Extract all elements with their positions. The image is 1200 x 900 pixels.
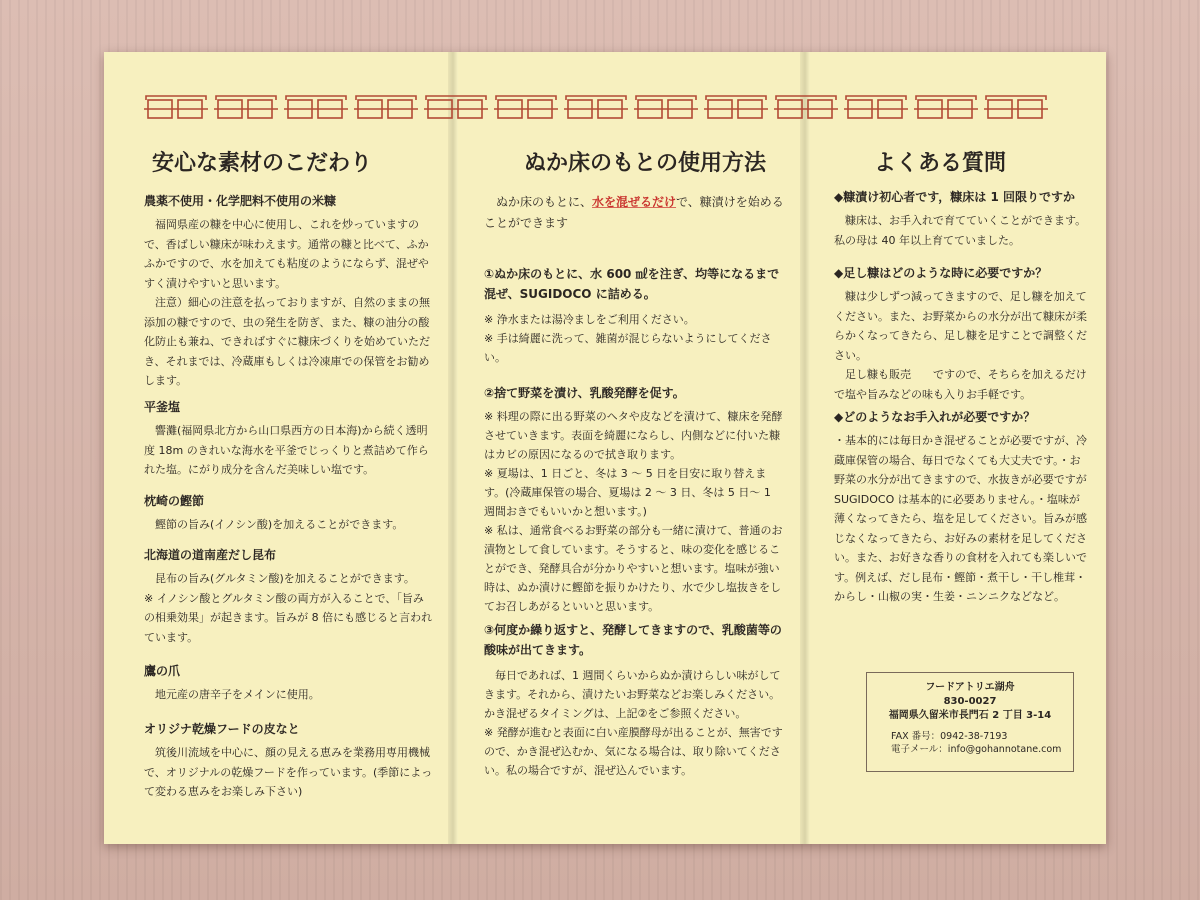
faq-answer: ・基本的には毎日かき混ぜることが必要ですが、冷蔵庫保管の場合、毎日でなくても大丈夫です。・お野菜の水分が出てきますので、水抜きが必要ですが SUGIDOCO は基本的に必要ありません。・塩味が薄くなってきたら、塩を足してください。旨みが感じなくなってきたら、お好みの素材を足してください。また、お好きな香りの食材を入れても楽しいです。例えば、だし昆布・鰹節・煮干し・干し椎茸・からし・山椒の実・生姜・ニンニクなどなど。 bbox=[834, 434, 1087, 603]
step-3 bbox=[484, 620, 784, 780]
usage-intro bbox=[484, 192, 784, 234]
section-chili bbox=[144, 662, 434, 705]
step-note: ※ 料理の際に出る野菜のヘタや皮などを漬けて、糠床を発酵させていきます。表面を綺麗にならし、内側などに付いた糠はカビの原因になるので拭き取ります。 bbox=[484, 410, 783, 461]
step-text: 毎日であれば、1 週間くらいからぬか漬けらしい味がしてきます。それから、漬けたいお野菜などお楽しみください。かき混ぜるタイミングは、上記②をご参照ください。 bbox=[484, 669, 781, 720]
faq-item bbox=[834, 264, 1089, 404]
section-heading: 北海道の道南産だし昆布 bbox=[144, 548, 277, 562]
step-note: ※ 手は綺麗に洗って、雑菌が混じらないようにしてください。 bbox=[484, 332, 772, 364]
shop-name: フードアトリエ湖舟 bbox=[925, 682, 1015, 693]
section-text: 鰹節の旨み(イノシン酸)を加えることができます。 bbox=[155, 518, 404, 531]
step-note: ※ 浄水または湯冷ましをご利用ください。 bbox=[484, 313, 695, 326]
section-heading: 枕崎の鰹節 bbox=[144, 494, 205, 508]
faq-item bbox=[834, 408, 1089, 607]
section-note: ※ イノシン酸とグルタミン酸の両方が入ることで、「旨みの相乗効果」が起きます。旨みが 8 倍にも感じると言われています。 bbox=[144, 591, 433, 644]
faq-answer: 足し糠も販売 ですので、そちらを加えるだけで塩や旨みなどの味も入りお手軽です。 bbox=[834, 368, 1087, 401]
faq-question: ◆足し糠はどのような時に必要ですか？ bbox=[834, 266, 1048, 280]
section-kombu bbox=[144, 546, 434, 647]
faq-question: ◆どのようなお手入れが必要ですか？ bbox=[834, 410, 1036, 424]
postal-code: 830-0027 bbox=[943, 696, 997, 707]
panel-title: 安心な素材のこだわり bbox=[152, 151, 373, 176]
step-2 bbox=[484, 384, 784, 616]
section-dried-food bbox=[144, 720, 434, 802]
section-heading: 農薬不使用・化学肥料不使用の米糠 bbox=[144, 194, 337, 208]
fold-line bbox=[448, 52, 458, 844]
email-address: 電子メール：info@gohannotane.com bbox=[891, 743, 1062, 755]
section-heading: 平釜塩 bbox=[144, 400, 181, 414]
panel-title: ぬか床のもとの使用方法 bbox=[524, 151, 767, 176]
intro-part: で、糠漬けを始めることができます bbox=[484, 195, 784, 230]
step-heading: ③何度か繰り返すと、発酵してきますので、乳酸菌等の酸味が出てきます。 bbox=[484, 623, 782, 657]
faq-answer: 糠は少しずつ減ってきますので、足し糠を加えてください。また、お野菜からの水分が出て糠床が柔らかくなってきたら、足し糠を足すことで調整ください。 bbox=[834, 290, 1087, 362]
panel-title: よくある質問 bbox=[874, 151, 1007, 176]
step-note: ※ 発酵が進むと表面に白い産膜酵母が出ることが、無害ですので、かき混ぜ込むか、気になる場合は、取り除いてください。私の場合ですが、混ぜ込んでいます。 bbox=[484, 726, 783, 777]
step-heading: ①ぬか床のもとに、水 600 ㎖を注ぎ、均等になるまで混ぜ、SUGIDOCO に詰める。 bbox=[484, 267, 780, 301]
intro-text bbox=[484, 192, 784, 234]
section-salt bbox=[144, 398, 434, 480]
section-bonito bbox=[144, 492, 434, 535]
section-text: 響灘(福岡県北方から山口県西方の日本海)から続く透明度 18m のきれいな海水を平釜でじっくりと煮詰めて作られた塩。にがり成分を含んだ美味しい塩です。 bbox=[144, 424, 429, 476]
intro-part: ぬか床のもとに、 bbox=[496, 195, 593, 209]
section-rice-bran bbox=[144, 192, 434, 391]
brochure-page bbox=[104, 52, 1106, 844]
section-text: 地元産の唐辛子をメインに使用。 bbox=[155, 688, 320, 701]
section-text: 筑後川流域を中心に、顔の見える恵みを業務用専用機械で、オリジナルの乾燥フードを作っています。(季節によって変わる恵みをお楽しみ下さい) bbox=[144, 746, 433, 798]
intro-highlight: 水を混ぜるだけ bbox=[592, 195, 677, 209]
faq-answer: 糠床は、お手入れで育てていくことができます。私の母は 40 年以上育てていました。 bbox=[834, 214, 1087, 247]
section-text: 福岡県産の糠を中心に使用し、これを炒っていますので、香ばしい糠床が味わえます。通常の糠と比べて、ふかふかですので、水を加えても粘度のようにならず、混ぜやすく漬けやすいと思います。 bbox=[144, 218, 429, 290]
step-note: ※ 私は、通常食べるお野菜の部分も一緒に漬けて、普通のお漬物として食しています。そうすると、味の変化を感じることができ、発酵具合が分かりやすいと想います。塩味が強い時は、ぬか漬けに鰹節を振りかけたり、水で少し塩抜きをしてお召しあがるといいと思います。 bbox=[484, 524, 783, 613]
step-heading: ②捨て野菜を漬け、乳酸発酵を促す。 bbox=[484, 386, 685, 400]
section-text: 昆布の旨み(グルタミン酸)を加えることができます。 bbox=[155, 572, 415, 585]
contact-box bbox=[866, 672, 1074, 772]
fax-number: FAX 番号：0942-38-7193 bbox=[891, 731, 1008, 742]
faq-question: ◆糠漬け初心者です，糠床は 1 回限りですか bbox=[834, 190, 1075, 204]
fold-line bbox=[800, 52, 810, 844]
faq-item bbox=[834, 188, 1089, 250]
address: 福岡県久留米市長門石 2 丁目 3-14 bbox=[888, 710, 1052, 721]
step-note: ※ 夏場は、1 日ごと、冬は 3 ～ 5 日を目安に取り替えます。(冷蔵庫保管の場合、夏場は 2 ～ 3 日、冬は 5 日～ 1 週間おきでもいいかと想います。) bbox=[484, 467, 771, 518]
section-note: 注意）細心の注意を払っておりますが、自然のままの無添加の糠ですので、虫の発生を防ぎ、また、糠の油分の酸化防止も兼ね、できればすぐに糠床づくりを始めていただき、それまでは、冷蔵庫もしくは冷凍庫での保管をお勧めします。 bbox=[144, 296, 430, 387]
step-1 bbox=[484, 264, 784, 367]
section-heading: オリジナ乾燥フードの皮なと bbox=[144, 722, 300, 736]
section-heading: 鷹の爪 bbox=[144, 664, 181, 678]
decorative-border bbox=[144, 92, 1104, 128]
